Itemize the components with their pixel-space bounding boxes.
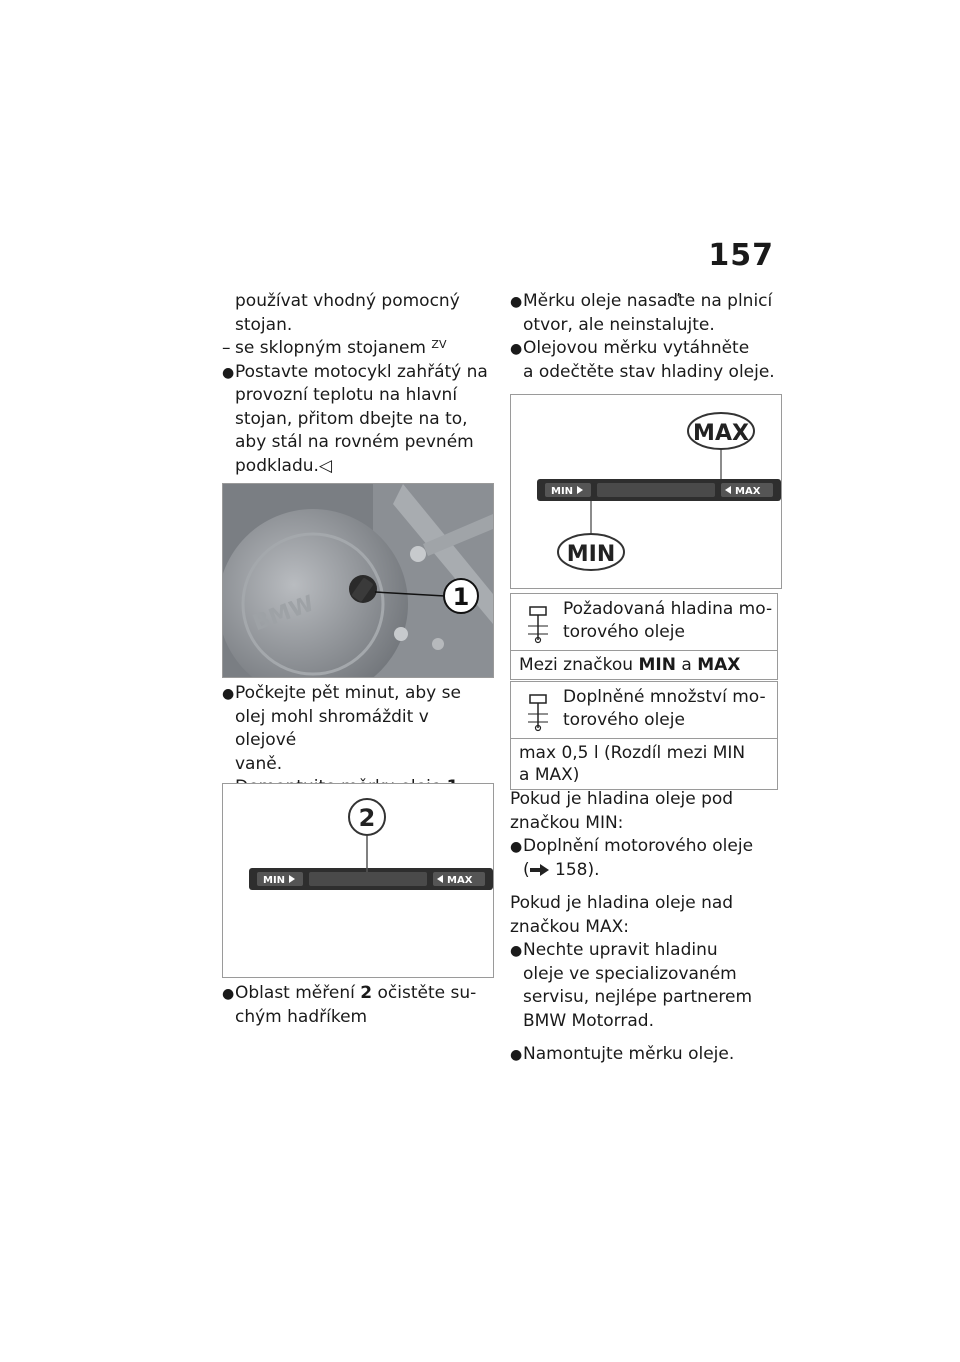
oil-dipstick-icon — [524, 692, 552, 732]
right-column-lower — [510, 788, 782, 1067]
spec-value — [511, 739, 777, 789]
callout-2-text: 2 — [358, 804, 376, 832]
bullet-line: podkladu. — [235, 455, 319, 476]
left-column-bottom — [222, 982, 494, 1029]
bullet-item: ● Měrku oleje nasaďte na plnicí otvor, ale neinstalujte. — [510, 290, 780, 337]
continued-text-line: stojan. — [235, 314, 293, 335]
condition-text: značkou MIN: — [510, 812, 624, 833]
bullet-line: provozní teplotu na hlavní — [235, 385, 458, 405]
dipstick-illustration — [223, 784, 493, 977]
bullet-line: Doplnění motorového oleje — [523, 836, 754, 856]
dash-list-item: – se sklopným stojanem $^{ZV}$ — [222, 338, 447, 358]
bullet-item: ● Namontujte měrku oleje. — [510, 1043, 782, 1067]
bullet-item: ● Doplnění motorového oleje ( 158). — [510, 835, 782, 882]
spec-value-line: max 0,5 l (Rozdíl mezi MIN — [519, 743, 746, 763]
bullet-line: Olejovou měrku vytáhněte — [523, 338, 750, 358]
reference-paren: ( — [523, 859, 530, 880]
bullet-item: ● Olejovou měrku vytáhněte a odečtěte stav hladiny oleje. — [510, 337, 780, 384]
bullet-line: Měrku oleje nasaďte na plnicí — [523, 291, 773, 311]
bullet-line: aby stál na rovném pevném — [235, 432, 474, 452]
spec-value-min: MIN — [638, 655, 676, 675]
engine-photo-figure — [222, 483, 494, 678]
condition-text: Pokud je hladina oleje nad — [510, 893, 734, 913]
spec-value-text: Mezi značkou — [519, 655, 634, 675]
page-number: 157 — [708, 238, 774, 273]
bullet-item: ● Nechte upravit hladinu oleje ve specializovaném servisu, nejlépe partnerem BMW Motorrad. — [510, 939, 782, 1033]
engine-illustration — [223, 484, 493, 677]
spec-title-line: Požadovaná hladina mo- — [563, 599, 773, 619]
bullet-line: otvor, ale neinstalujte. — [523, 314, 715, 335]
condition-text: značkou MAX: — [510, 916, 629, 937]
bullet-line: vaně. — [235, 753, 283, 774]
continued-text-line: používat vhodný pomocný — [235, 291, 460, 311]
optional-equipment-mark: ZV — [431, 338, 447, 351]
dipstick-min-label: MIN — [263, 875, 286, 886]
bullet-line: Namontujte měrku oleje. — [523, 1044, 735, 1064]
bullet-line: servisu, nejlépe partnerem — [523, 987, 753, 1007]
spec-value-text: a — [681, 655, 692, 675]
condition-text: Pokud je hladina oleje pod — [510, 789, 734, 809]
bullet-line: olej mohl shromáždit v olejové — [235, 706, 429, 750]
dipstick-figure-3 — [510, 394, 782, 589]
spec-value-max: MAX — [697, 655, 741, 675]
spec-table-required-level — [510, 593, 778, 680]
spec-value-line: a MAX) — [519, 765, 580, 785]
dipstick-min-label: MIN — [551, 486, 574, 497]
callout-1-text: 1 — [452, 583, 470, 611]
dipstick-max-label: MAX — [735, 486, 761, 497]
bullet-item: ● Počkejte pět minut, aby se olej mohl shromáždit v olejové vaně. — [222, 682, 494, 776]
spec-title-line: torového oleje — [563, 622, 685, 642]
page-reference-link[interactable] — [523, 859, 782, 883]
spec-title-line: Doplněné množství mo- — [563, 687, 766, 707]
spec-value — [511, 651, 777, 679]
bullet-item: ● Oblast měření 2 očistěte su- chým hadříkem — [222, 982, 494, 1029]
dipstick-minmax-illustration — [511, 395, 781, 588]
left-column-lower — [222, 682, 494, 800]
bullet-line: Postavte motocykl zahřátý na — [235, 361, 488, 382]
bullet-line: chým hadříkem — [235, 1006, 368, 1027]
bullet-line: Oblast měření — [235, 983, 355, 1003]
bullet-line: BMW Motorrad. — [523, 1010, 654, 1031]
bullet-line: očistěte su- — [377, 983, 477, 1003]
bullet-line: Počkejte pět minut, aby se — [235, 683, 461, 703]
dash-item-text: se sklopným stojanem — [235, 338, 426, 358]
bullet-line: a odečtěte stav hladiny oleje. — [523, 361, 775, 382]
right-column — [510, 290, 780, 384]
spec-table-refill-quantity — [510, 681, 778, 790]
arrow-right-icon — [530, 864, 550, 876]
left-column — [222, 290, 494, 478]
max-callout-text: MAX — [693, 421, 749, 446]
bullet-item: ● Postavte motocykl zahřátý na provozní teplotu na hlavní stojan, přitom dbejte na to, aby stál na rovném pevném podkladu.◁ — [222, 361, 494, 479]
bullet-line: stojan, přitom dbejte na to, — [235, 408, 468, 429]
bullet-line: oleje ve specializovaném — [523, 963, 737, 984]
min-callout-text: MIN — [566, 542, 616, 567]
engine-brand-text: BMW — [249, 591, 318, 637]
reference-number: 2 — [360, 983, 373, 1003]
oil-dipstick-icon — [524, 604, 552, 644]
dipstick-figure-2 — [222, 783, 494, 978]
dipstick-max-label: MAX — [447, 875, 473, 886]
bullet-line: Nechte upravit hladinu — [523, 940, 718, 960]
spec-title-line: torového oleje — [563, 710, 685, 730]
reference-page: 158). — [555, 859, 600, 880]
end-mark-icon: ◁ — [318, 455, 333, 476]
